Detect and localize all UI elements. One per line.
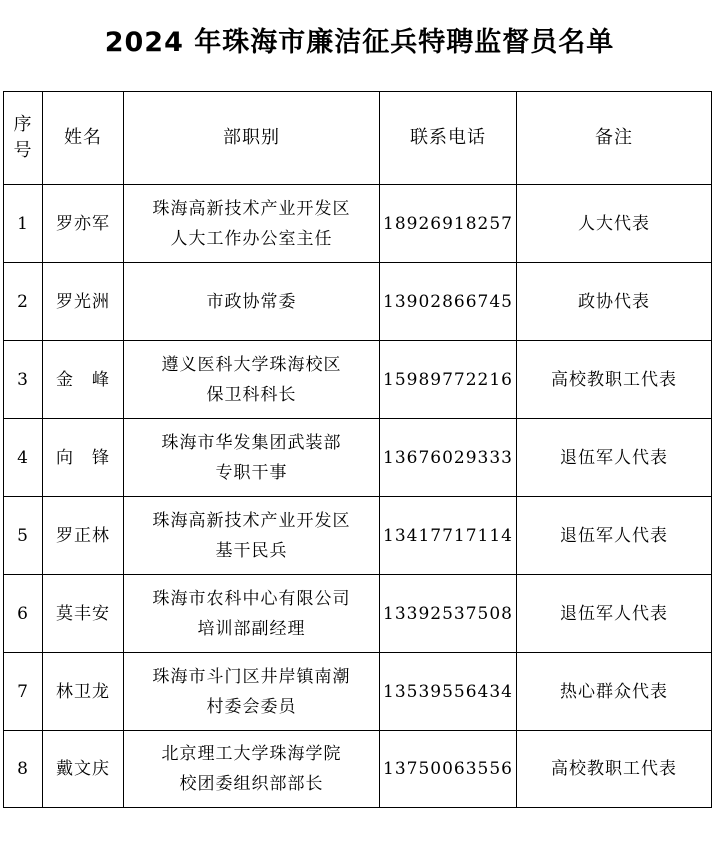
row-phone: 13392537508 [380, 575, 517, 653]
row-dept-line: 村委会委员 [206, 696, 297, 717]
row-remark: 退伍军人代表 [517, 419, 712, 497]
row-dept [124, 419, 380, 497]
supervisor-table [3, 91, 712, 808]
row-dept-line: 遵义医科大学珠海校区 [161, 354, 342, 375]
row-dept [124, 731, 380, 808]
row-dept [124, 497, 380, 575]
table-header-row [4, 92, 712, 185]
row-dept-line: 珠海高新技术产业开发区 [152, 198, 351, 219]
row-dept-line: 珠海市斗门区井岸镇南潮 [152, 666, 351, 687]
row-phone: 13417717114 [380, 497, 517, 575]
document-title: 2024 年珠海市廉洁征兵特聘监督员名单 [104, 27, 615, 58]
row-number: 6 [4, 575, 43, 653]
row-dept-line: 保卫科科长 [206, 384, 297, 405]
row-remark: 人大代表 [517, 185, 712, 263]
row-remark: 高校教职工代表 [517, 341, 712, 419]
row-dept-line: 市政协常委 [206, 291, 297, 312]
row-phone: 13902866745 [380, 263, 517, 341]
row-dept [124, 185, 380, 263]
row-dept [124, 653, 380, 731]
row-phone: 13676029333 [380, 419, 517, 497]
row-number: 3 [4, 341, 43, 419]
row-dept-line: 珠海高新技术产业开发区 [152, 510, 351, 531]
row-number: 8 [4, 731, 43, 808]
row-dept-line: 专职干事 [215, 462, 288, 483]
row-remark: 政协代表 [517, 263, 712, 341]
table-row [4, 497, 712, 575]
row-phone: 18926918257 [380, 185, 517, 263]
row-name: 戴文庆 [43, 731, 124, 808]
row-dept [124, 575, 380, 653]
row-phone: 15989772216 [380, 341, 517, 419]
row-dept-line: 基干民兵 [215, 540, 288, 561]
header-no-char-2: 号 [13, 140, 33, 161]
table-row [4, 263, 712, 341]
row-dept-line: 北京理工大学珠海学院 [161, 744, 342, 764]
row-dept-line: 培训部副经理 [197, 618, 306, 639]
row-dept [124, 341, 380, 419]
row-remark: 热心群众代表 [517, 653, 712, 731]
row-number: 4 [4, 419, 43, 497]
row-number: 7 [4, 653, 43, 731]
table-row [4, 575, 712, 653]
table-row [4, 185, 712, 263]
table-row [4, 653, 712, 731]
row-dept-line: 珠海市农科中心有限公司 [152, 588, 351, 609]
row-name: 罗光洲 [43, 263, 124, 341]
row-dept [124, 263, 380, 341]
row-number: 1 [4, 185, 43, 263]
row-dept-line: 人大工作办公室主任 [170, 228, 333, 249]
row-number: 2 [4, 263, 43, 341]
row-name: 林卫龙 [43, 653, 124, 731]
header-dept: 部职别 [124, 92, 380, 185]
row-dept-line: 校团委组织部部长 [179, 774, 324, 794]
row-remark: 退伍军人代表 [517, 575, 712, 653]
row-dept-line: 珠海市华发集团武装部 [161, 432, 342, 453]
row-name: 罗正林 [43, 497, 124, 575]
table-row [4, 731, 712, 808]
row-phone: 13750063556 [380, 731, 517, 808]
row-name: 金 峰 [43, 341, 124, 419]
row-name: 莫丰安 [43, 575, 124, 653]
row-name: 向 锋 [43, 419, 124, 497]
table-row [4, 419, 712, 497]
header-no-char-1: 序 [13, 114, 33, 135]
row-name: 罗亦军 [43, 185, 124, 263]
row-remark: 退伍军人代表 [517, 497, 712, 575]
row-remark: 高校教职工代表 [517, 731, 712, 808]
header-no [4, 92, 43, 185]
header-phone: 联系电话 [380, 92, 517, 185]
header-remark: 备注 [517, 92, 712, 185]
header-name: 姓名 [43, 92, 124, 185]
row-phone: 13539556434 [380, 653, 517, 731]
table-row [4, 341, 712, 419]
row-number: 5 [4, 497, 43, 575]
